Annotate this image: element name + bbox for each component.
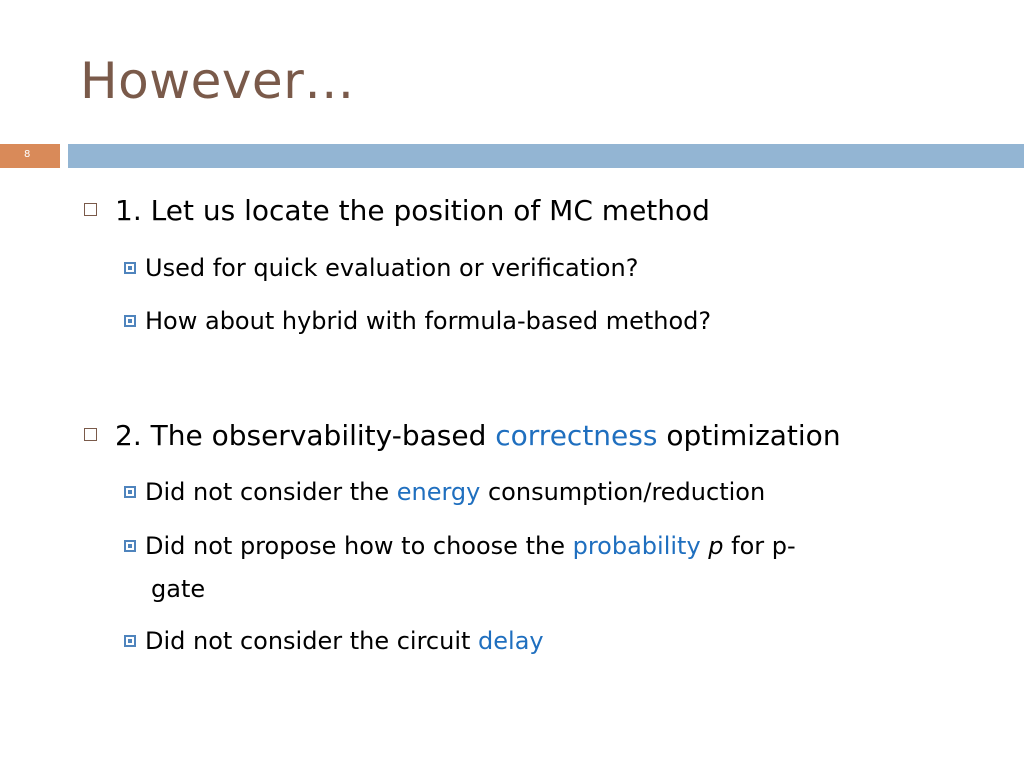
filled-square-bullet-icon — [124, 315, 136, 327]
bullet-2-sub-3-highlight: delay — [478, 627, 544, 655]
bullet-2-sub-3 — [124, 627, 544, 655]
bullet-1-sub-1-text: Used for quick evaluation or verification? — [145, 254, 639, 282]
bullet-1-text: 1. Let us locate the position of MC method — [115, 194, 710, 227]
bullet-2-sub-1 — [124, 478, 765, 506]
bullet-2-sub-2-pre: Did not propose how to choose the — [145, 532, 573, 560]
page-number-box — [0, 144, 60, 168]
bullet-2 — [84, 419, 841, 452]
hollow-square-bullet-icon — [84, 203, 97, 216]
filled-square-bullet-icon — [124, 262, 136, 274]
bullet-2-sub-1-highlight: energy — [396, 478, 481, 506]
bullet-2-sub-1-post: consumption/reduction — [480, 478, 766, 506]
bullet-1-sub-1 — [124, 254, 638, 282]
bullet-2-sub-2 — [124, 532, 796, 560]
slide-title: However… — [80, 52, 355, 110]
bullet-2-sub-2-continuation: gate — [151, 575, 206, 603]
bullet-2-sub-3-pre: Did not consider the circuit — [145, 627, 479, 655]
page-number: 8 — [24, 149, 31, 160]
bullet-2-sub-2-italic-p: p — [700, 532, 724, 560]
filled-square-bullet-icon — [124, 486, 136, 498]
bullet-2-sub-1-pre: Did not consider the — [145, 478, 397, 506]
bullet-2-sub-2-highlight: probability — [572, 532, 701, 560]
bullet-2-text-pre: 2. The observability-based — [115, 419, 496, 452]
filled-square-bullet-icon — [124, 635, 136, 647]
bullet-1 — [84, 194, 710, 227]
title-divider-band — [68, 144, 1024, 168]
bullet-2-text-post: optimization — [657, 419, 841, 452]
bullet-2-sub-2-post: for p- — [723, 532, 796, 560]
bullet-1-sub-2-text: How about hybrid with formula-based method? — [145, 307, 712, 335]
bullet-1-sub-2 — [124, 307, 711, 335]
bullet-2-highlight: correctness — [495, 419, 658, 452]
hollow-square-bullet-icon — [84, 428, 97, 441]
filled-square-bullet-icon — [124, 540, 136, 552]
